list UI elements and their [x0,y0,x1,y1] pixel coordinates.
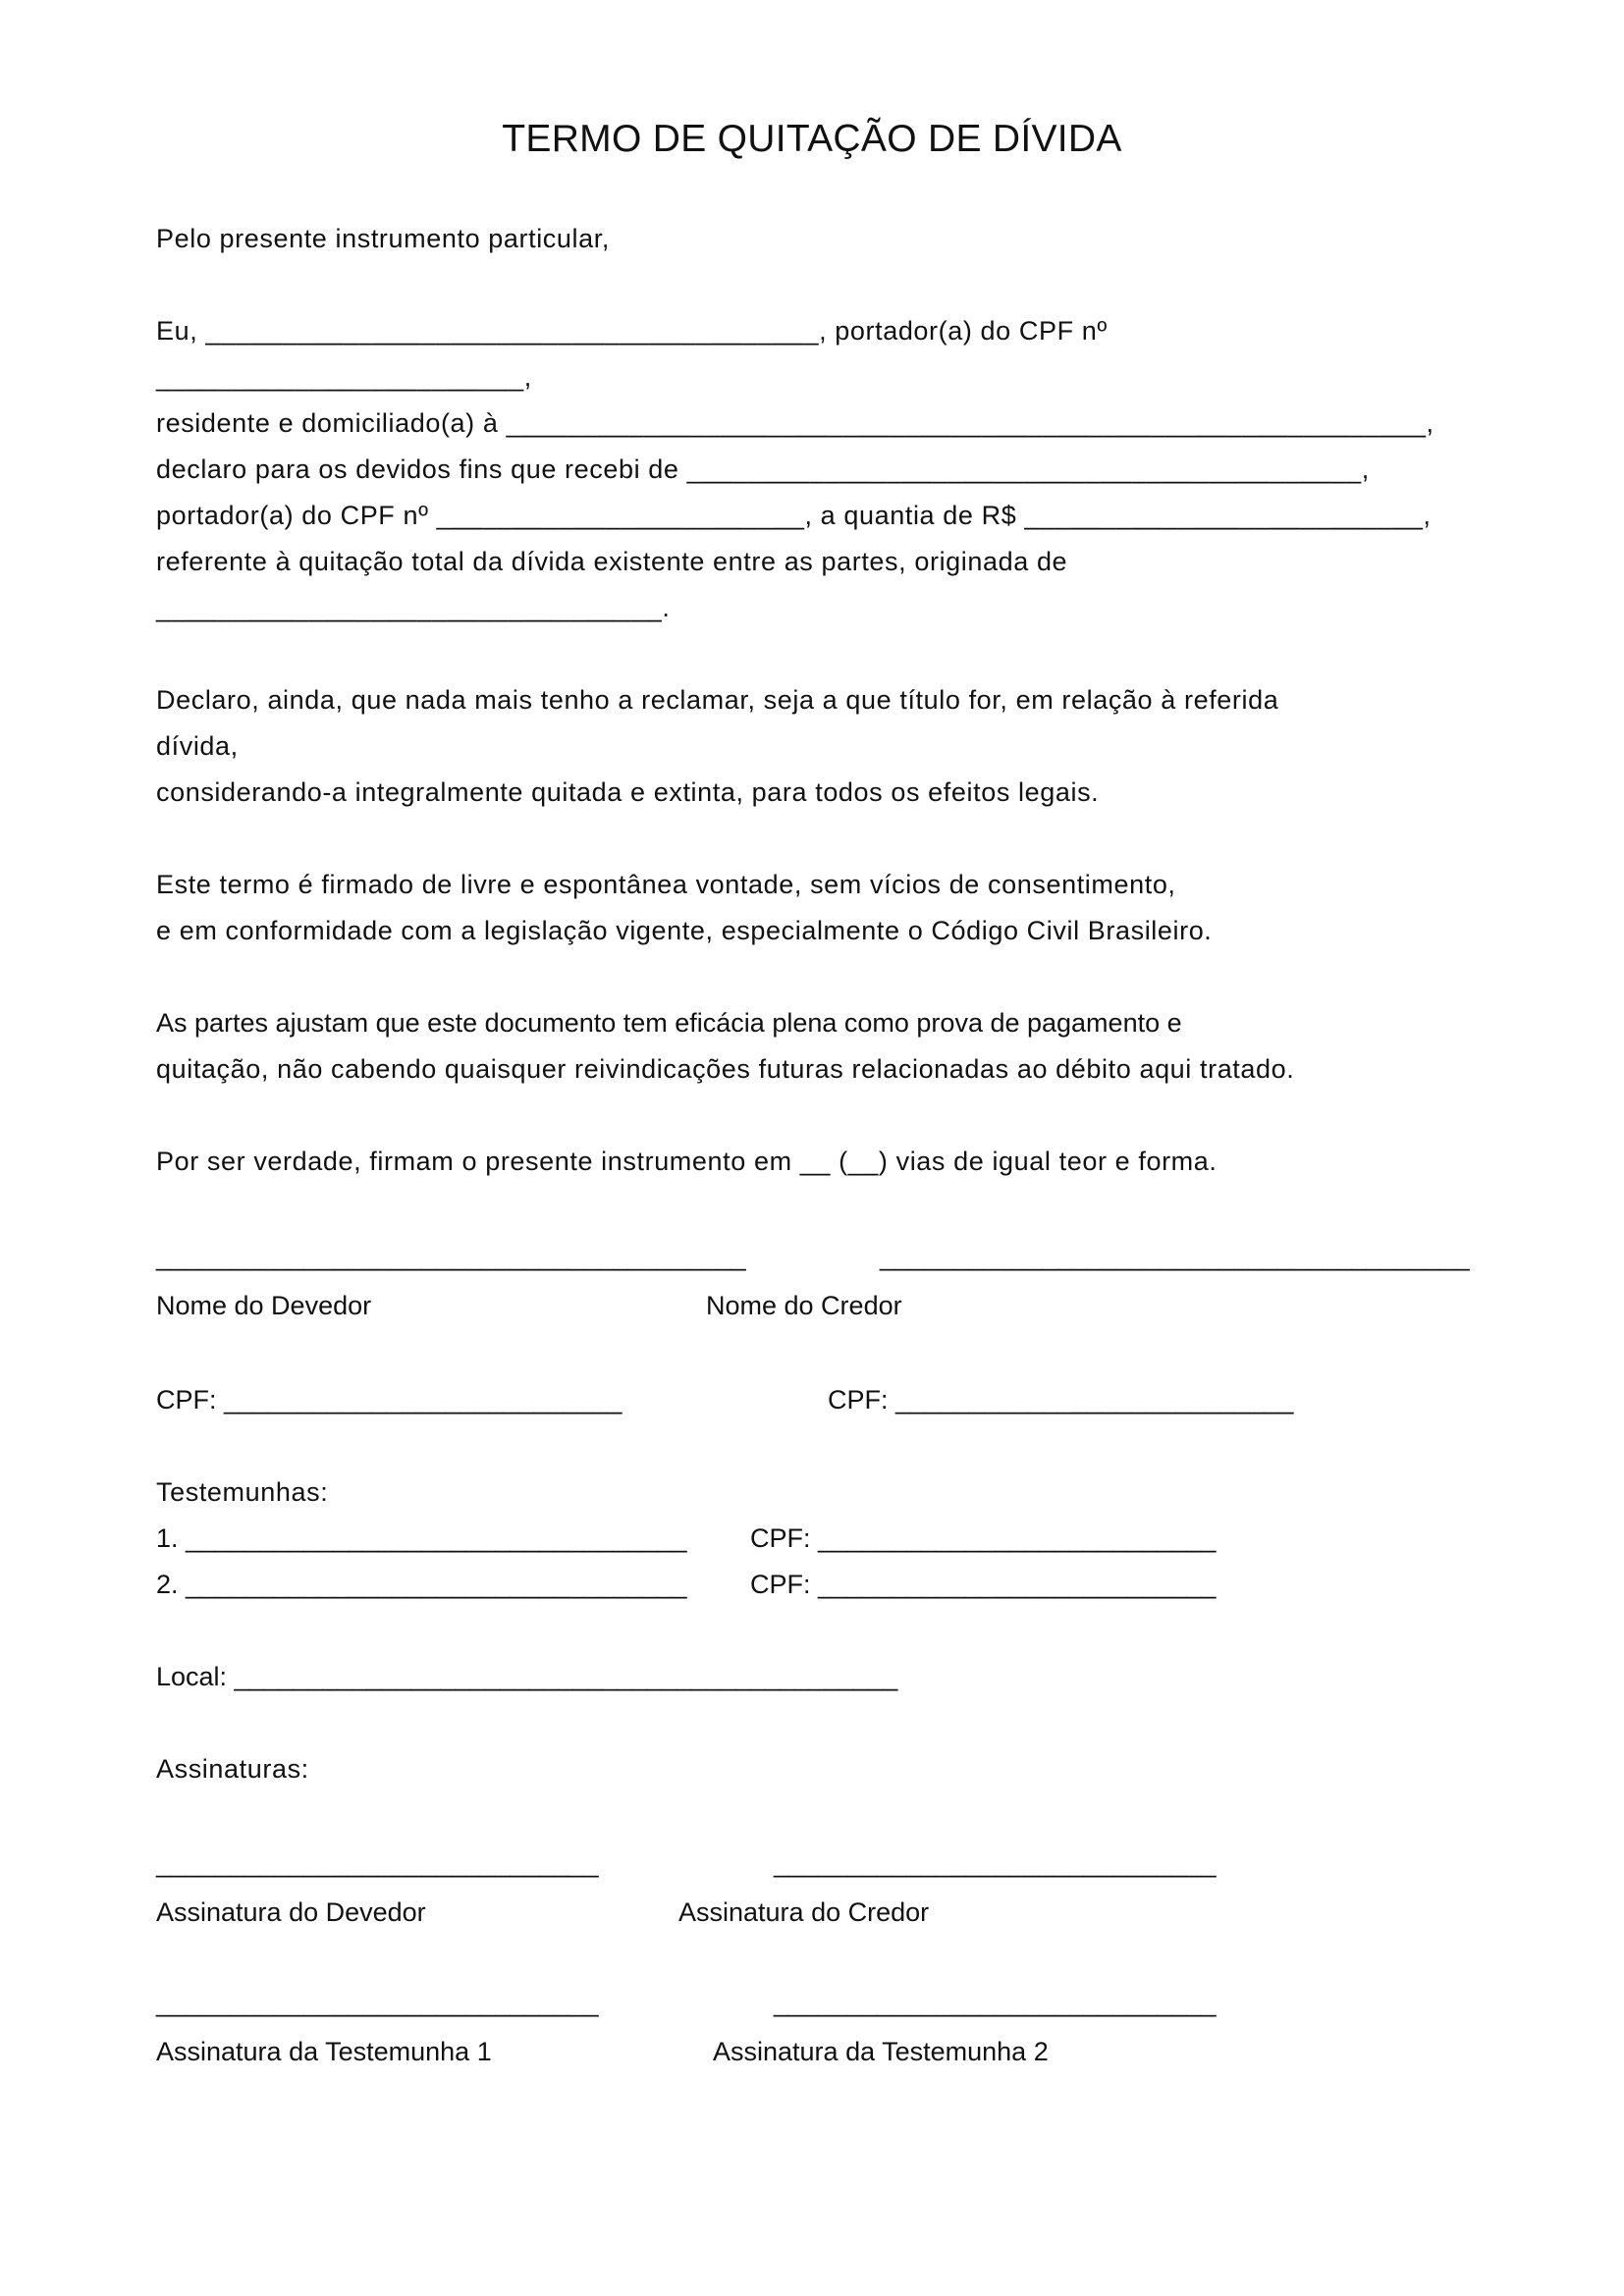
witness-1-signature-line: ______________________________ [156,1988,599,2017]
creditor-signature-label: Assinatura do Credor [678,1897,930,1927]
debtor-signature-label: Assinatura do Devedor [156,1897,426,1927]
p1-line-6: referente à quitação total da dívida existente entre as partes, originada de [156,547,1068,576]
local-line: Local: _____________________________________________ [156,1662,898,1691]
p1-line-1: Eu, ________________________________________, portador(a) do CPF nº [156,316,1108,346]
intro-line: Pelo presente instrumento particular, [156,224,610,253]
p2-line-3: considerando-a integralmente quitada e extinta, para todos os efeitos legais. [156,777,1100,807]
witness-2-name-line: 2. __________________________________ [156,1570,687,1599]
p2-line-1: Declaro, ainda, que nada mais tenho a reclamar, seja a que título for, em relação à referida [156,685,1279,715]
signatures-heading: Assinaturas: [156,1754,309,1784]
p3-line-1: Este termo é firmado de livre e espontânea vontade, sem vícios de consentimento, [156,870,1176,899]
p4-line-1: As partes ajustam que este documento tem eficácia plena como prova de pagamento e [156,1008,1182,1038]
p1-line-7: _________________________________. [156,593,671,622]
witness-2-signature-line: ______________________________ [774,1988,1217,2017]
p1-line-2: ________________________, [156,362,532,392]
creditor-name-label: Nome do Credor [706,1291,902,1320]
witness-2-signature-label: Assinatura da Testemunha 2 [713,2037,1049,2066]
debtor-name-line: ________________________________________ [156,1242,746,1271]
document-title: TERMO DE QUITAÇÃO DE DÍVIDA [502,118,1122,160]
p1-line-4: declaro para os devidos fins que recebi de ____________________________________________, [156,454,1370,484]
p2-line-2: dívida, [156,731,239,761]
witness-2-cpf-line: CPF: ___________________________ [750,1570,1217,1599]
p4-line-2: quitação, não cabendo quaisquer reivindicações futuras relacionadas ao débito aqui tratado. [156,1054,1295,1084]
debtor-name-label: Nome do Devedor [156,1291,372,1320]
p5-line: Por ser verdade, firmam o presente instrumento em __ (__) vias de igual teor e forma. [156,1147,1218,1176]
debtor-signature-line: ______________________________ [156,1848,599,1878]
witness-1-name-line: 1. __________________________________ [156,1523,687,1553]
witness-1-cpf-line: CPF: ___________________________ [750,1523,1217,1553]
witnesses-heading: Testemunhas: [156,1477,329,1507]
p1-line-3: residente e domiciliado(a) à ____________________________________________________________, [156,408,1435,438]
witness-1-signature-label: Assinatura da Testemunha 1 [156,2037,492,2066]
creditor-signature-line: ______________________________ [774,1848,1217,1878]
creditor-cpf-line: CPF: ___________________________ [828,1385,1294,1415]
debtor-cpf-line: CPF: ___________________________ [156,1385,623,1415]
creditor-name-line: ________________________________________ [880,1242,1470,1271]
p3-line-2: e em conformidade com a legislação vigente, especialmente o Código Civil Brasileiro. [156,916,1213,945]
p1-line-5: portador(a) do CPF nº ________________________, a quantia de R$ __________________________, [156,501,1432,530]
